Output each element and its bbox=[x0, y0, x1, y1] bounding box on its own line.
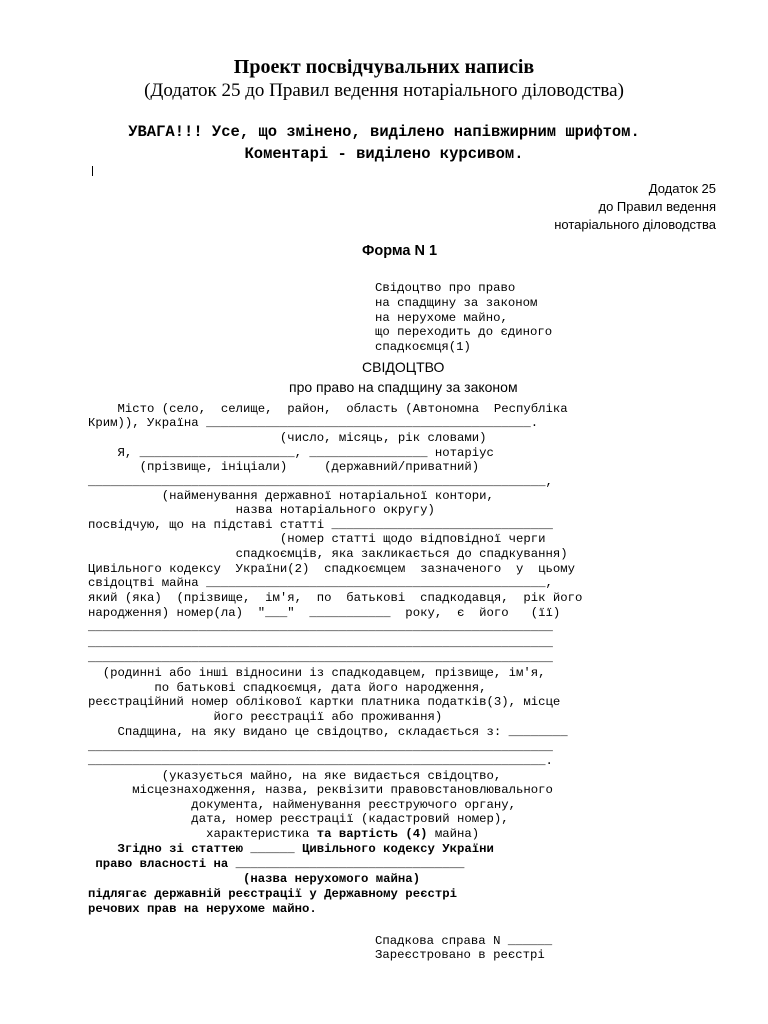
body-line: (родинні або інші відносини із спадкодавцем, прізвище, ім'я, bbox=[88, 666, 546, 680]
body-line: _______________________________________________________________ bbox=[88, 620, 553, 634]
body-line: спадкоємців, яка закликається до спадкування) bbox=[88, 547, 568, 561]
bold-line: (назва нерухомого майна) bbox=[88, 872, 421, 886]
body-line: (число, місяць, рік словами) bbox=[88, 431, 487, 445]
form-title: Форма N 1 bbox=[362, 243, 438, 259]
body-line: ______________________________________________________________, bbox=[88, 475, 553, 489]
body-line: _______________________________________________________________ bbox=[88, 651, 553, 665]
document-subtitle: (Додаток 25 до Правил ведення нотаріального діловодства) bbox=[144, 80, 624, 101]
bold-line: право власності на _______________________________ bbox=[88, 857, 465, 871]
certificate-title: СВІДОЦТВО bbox=[362, 359, 445, 375]
body-line: Спадщина, на яку видано це свідоцтво, складається з: ________ bbox=[88, 725, 568, 739]
body-line: _______________________________________________________________ bbox=[88, 740, 553, 754]
document-title: Проект посвідчувальних написів bbox=[233, 56, 535, 78]
body-line: документа, найменування реєструючого органу, bbox=[88, 798, 517, 812]
text-cursor bbox=[92, 166, 93, 176]
body-line: Місто (село, селище, район, область (Автономна Республіка bbox=[88, 402, 568, 416]
certificate-subtitle: про право на спадщину за законом bbox=[289, 379, 518, 395]
body-line: реєстраційний номер облікової картки платника податків(3), місце bbox=[88, 695, 561, 709]
bold-line: речових прав на нерухоме майно. bbox=[88, 902, 317, 916]
body-line: дата, номер реєстрації (кадастровий номер), bbox=[88, 812, 509, 826]
body-line: Крим)), Україна ____________________________________________. bbox=[88, 416, 539, 430]
body-line: (прізвище, ініціали) (державний/приватний) bbox=[88, 460, 480, 474]
caption-line: спадкоємця(1) bbox=[375, 340, 471, 354]
case-number-line: Спадкова справа N ______ bbox=[375, 934, 553, 948]
body-line: Цивільного кодексу України(2) спадкоємцем зазначеного у цьому bbox=[88, 562, 576, 576]
appendix-line-2: до Правил ведення bbox=[598, 199, 716, 214]
body-line: свідоцтві майна ______________________________________________, bbox=[88, 576, 553, 590]
warning-line-1: УВАГА!!! Усе, що змінено, виділено напівжирним шрифтом. bbox=[128, 123, 640, 141]
warning-line-2: Коментарі - виділено курсивом. bbox=[244, 145, 524, 163]
bold-line: підлягає державній реєстрації у Державному реєстрі bbox=[88, 887, 457, 901]
body-line: ______________________________________________________________. bbox=[88, 754, 553, 768]
body-line: (найменування державної нотаріальної контори, bbox=[88, 489, 494, 503]
body-line: (номер статті щодо відповідної черги bbox=[88, 532, 546, 546]
caption-line: Свідоцтво про право bbox=[375, 281, 516, 295]
registry-line: Зареєстровано в реєстрі bbox=[375, 948, 545, 962]
body-line: _______________________________________________________________ bbox=[88, 636, 553, 650]
body-line: посвідчую, що на підставі статті ______________________________ bbox=[88, 518, 553, 532]
appendix-line-3: нотаріального діловодства bbox=[554, 217, 716, 232]
body-line-characteristic bbox=[88, 827, 479, 842]
body-line: по батькові спадкоємця, дата його народження, bbox=[88, 681, 487, 695]
body-line: Я, _____________________, ________________ нотаріус bbox=[88, 446, 494, 460]
body-line: (указується майно, на яке видається свідоцтво, bbox=[88, 769, 502, 783]
caption-line: що переходить до єдиного bbox=[375, 325, 553, 339]
caption-line: на нерухоме майно, bbox=[375, 311, 508, 325]
body-line: місцезнаходження, назва, реквізити правовстановлювального bbox=[88, 783, 553, 797]
appendix-line-1: Додаток 25 bbox=[648, 181, 716, 196]
caption-line: на спадщину за законом bbox=[375, 296, 538, 310]
characteristic-suffix: майна) bbox=[427, 827, 480, 841]
body-line: який (яка) (прізвище, ім'я, по батькові спадкодавця, рік його bbox=[88, 591, 583, 605]
body-line: його реєстрації або проживання) bbox=[88, 710, 443, 724]
characteristic-bold: та вартість (4) bbox=[316, 827, 428, 841]
body-line: народження) номер(ла) "___" ___________ року, є його (її) bbox=[88, 606, 561, 620]
bold-line: Згідно зі статтею ______ Цивільного кодексу України bbox=[88, 842, 494, 856]
body-line: назва нотаріального округу) bbox=[88, 503, 435, 517]
characteristic-prefix: характеристика bbox=[88, 827, 317, 841]
